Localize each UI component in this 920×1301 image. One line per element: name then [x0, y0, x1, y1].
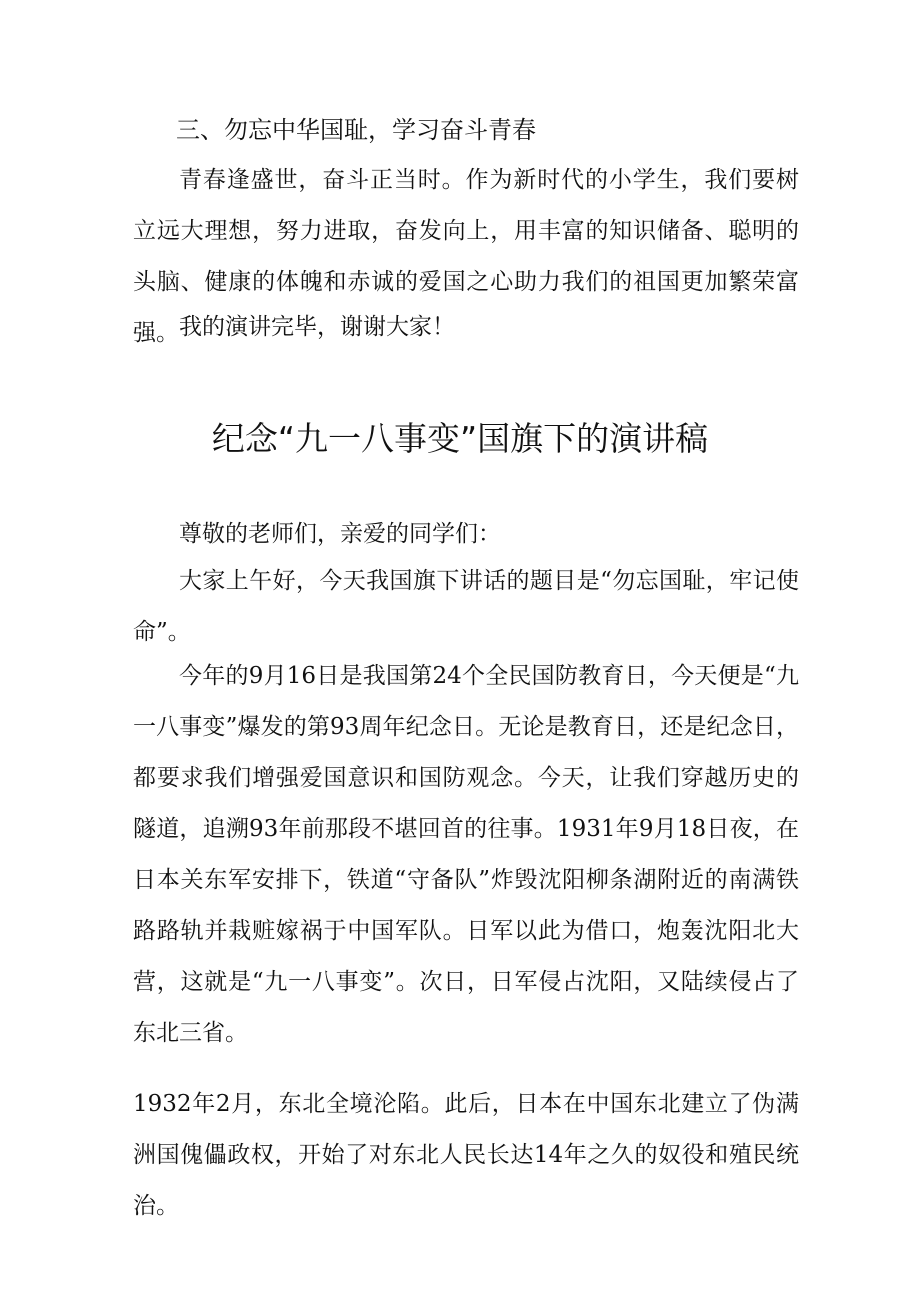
section-heading: 三、勿忘中华国耻，学习奋斗青春	[176, 116, 536, 144]
paragraph-intro: 大家上午好，今天我国旗下讲话的题目是“勿忘国耻，牢记使命”。	[133, 568, 799, 645]
paragraph-closing: 我的演讲完毕，谢谢大家！	[179, 314, 455, 340]
paragraph-1932: 1932年2月，东北全境沦陷。此后，日本在中国东北建立了伪满洲国傀儡政权，开始了对东北人民长达14年之久的奴役和殖民统治。	[133, 1091, 799, 1219]
paragraph-youth: 青春逢盛世，奋斗正当时。作为新时代的小学生，我们要树立远大理想，努力进取，奋发向上，用丰富的知识储备、聪明的头脑、健康的体魄和赤诚的爱国之心助力我们的祖国更加繁荣富强。	[133, 167, 799, 346]
paragraph-history: 今年的9月16日是我国第24个全民国防教育日，今天便是“九一八事变”爆发的第93周年纪念日。无论是教育日，还是纪念日，都要求我们增强爱国意识和国防观念。今天，让我们穿越历史的隧道，追溯93年前那段不堪回首的往事。1931年9月18日夜，在日本关东军安排下，铁道“守备队”炸毁沈阳柳条湖附近的南满铁路路轨并栽赃嫁祸于中国军队。日军以此为借口，炮轰沈阳北大营，这就是“九一八事变”。次日，日军侵占沈阳，又陆续侵占了东北三省。	[133, 663, 799, 1046]
speech-title: 纪念“九一八事变”国旗下的演讲稿	[211, 419, 709, 458]
greeting: 尊敬的老师们，亲爱的同学们：	[179, 521, 501, 547]
